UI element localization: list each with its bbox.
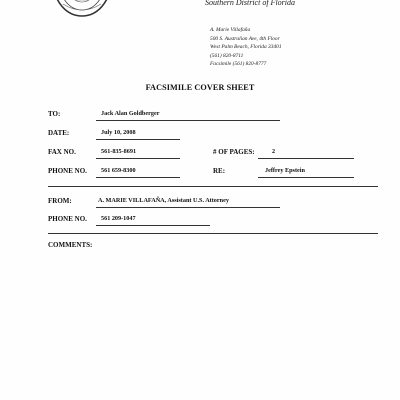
from-phone-underline <box>96 225 210 226</box>
from-value: A. MARIE VILLAFAÑA, Assistant U.S. Attorney <box>98 197 229 204</box>
pages-underline <box>258 158 354 159</box>
date-underline <box>96 139 180 140</box>
from-underline <box>96 207 280 208</box>
to-label: TO: <box>48 110 61 118</box>
from-phone-value: 561 209-1047 <box>101 215 136 222</box>
divider-line <box>48 233 378 234</box>
comments-label: COMMENTS: <box>48 241 93 249</box>
pages-label: # OF PAGES: <box>213 148 255 156</box>
re-value: Jeffrey Epstein <box>265 167 305 174</box>
fax-value: 561-835-8691 <box>101 148 137 155</box>
pages-value: 2 <box>272 148 276 155</box>
from-label: FROM: <box>48 197 72 205</box>
from-phone-label: PHONE NO. <box>48 215 87 223</box>
department-seal-icon <box>51 0 113 18</box>
re-label: RE: <box>213 167 226 175</box>
address-line: West Palm Beach, Florida 33401 <box>210 44 282 51</box>
to-underline <box>96 120 280 121</box>
date-value: July 10, 2008 <box>101 129 136 136</box>
date-label: DATE: <box>48 129 70 137</box>
address-line: A. Marie Villafaña <box>210 27 251 33</box>
page-title: FACSIMILE COVER SHEET <box>145 83 255 92</box>
fax-label: FAX NO. <box>48 148 76 156</box>
sender-address-block <box>210 26 282 69</box>
re-underline <box>258 177 354 178</box>
fax-underline <box>96 158 180 159</box>
phone-underline <box>96 177 180 178</box>
to-value: Jack Alan Goldberger <box>101 110 160 117</box>
address-line: 500 S. Australian Ave, 4th Floor <box>210 35 280 42</box>
office-name: Southern District of Florida <box>205 0 295 7</box>
phone-value: 561 659-8300 <box>101 167 136 174</box>
address-line: (561) 820-8711 <box>210 52 244 59</box>
phone-label: PHONE NO. <box>48 167 87 175</box>
divider-line <box>48 186 378 187</box>
address-line: Facsimile (561) 820-8777 <box>210 61 267 68</box>
